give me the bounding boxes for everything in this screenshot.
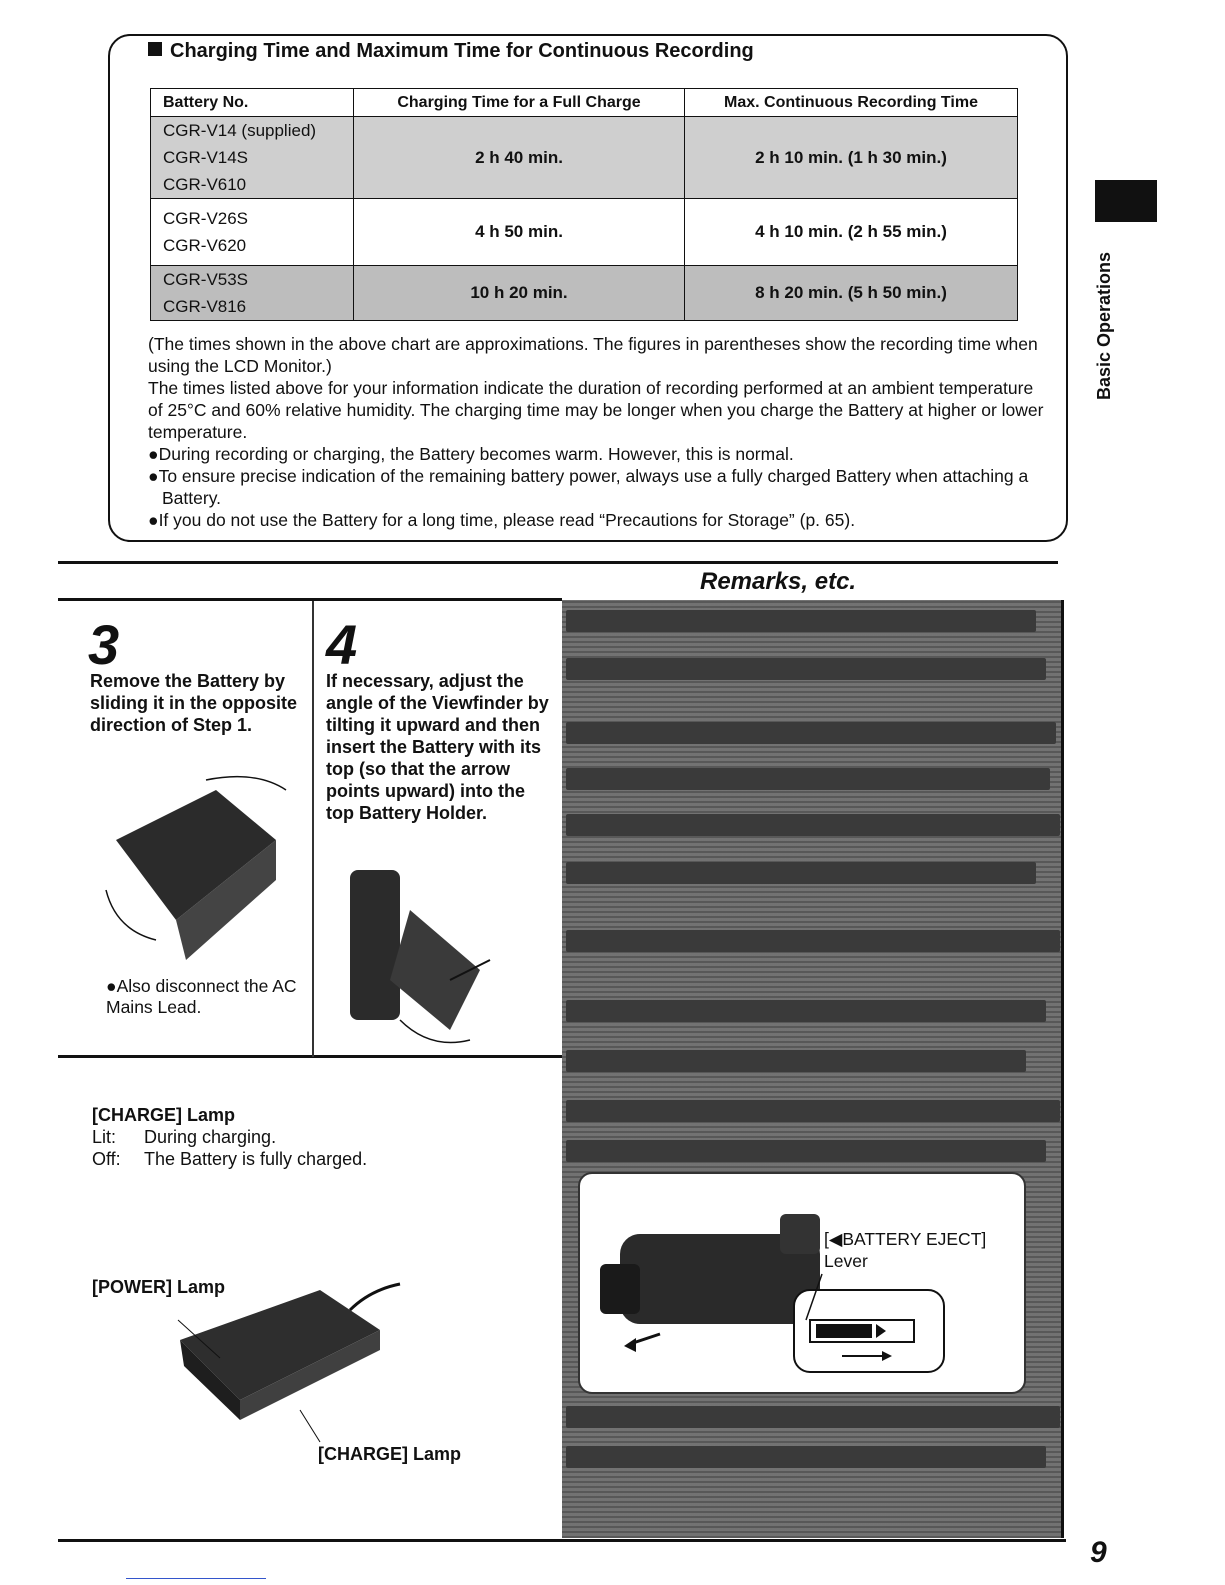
step-4-instruction: If necessary, adjust the angle of the Viewfinder by tilting it upward and then insert the Battery with its top (so that the arrow points upward) into the top Battery Holder. (326, 671, 549, 823)
section-tab-marker (1095, 180, 1157, 222)
page-number: 9 (1090, 1536, 1107, 1569)
power-lamp-label: [POWER] Lamp (92, 1277, 225, 1297)
lever-label-line: Lever (824, 1251, 868, 1271)
charge-time-cell: 10 h 20 min. (354, 266, 685, 321)
note-paragraph: (The times shown in the above chart are approximations. The figures in parentheses show the recording time when using the LCD Monitor.) (148, 334, 1038, 376)
note-bullet: ●To ensure precise indication of the remaining battery power, always use a fully charged Battery when attaching a Battery. (148, 466, 1029, 508)
step-number-3: 3 (88, 613, 120, 676)
charge-time-cell: 2 h 40 min. (354, 117, 685, 199)
side-label: Basic Operations (1094, 251, 1114, 400)
footer-link-underline (126, 1578, 266, 1579)
battery-name: CGR-V620 (163, 236, 247, 255)
obscured-text-line (566, 1050, 1026, 1072)
obscured-text-line (566, 610, 1036, 632)
charge-lamp-label: [CHARGE] Lamp (318, 1444, 461, 1464)
obscured-text-line (566, 862, 1036, 884)
charge-lamp-legend (92, 1104, 367, 1170)
header-battery: Battery No. (151, 89, 354, 117)
charge-lamp-title: [CHARGE] Lamp (92, 1105, 235, 1125)
battery-cell (151, 199, 354, 266)
obscured-text-line (566, 1100, 1060, 1122)
obscured-text-line (566, 768, 1050, 790)
camcorder-illustration (580, 1174, 1024, 1392)
lamp-state-lit (92, 1126, 367, 1148)
section-title-text: Charging Time and Maximum Time for Continuous Recording (170, 40, 754, 62)
record-time-cell: 4 h 10 min. (2 h 55 min.) (685, 199, 1018, 266)
battery-name: CGR-V816 (163, 297, 247, 316)
lamp-state-key: Lit: (92, 1127, 117, 1147)
table-header-row (151, 89, 1018, 117)
battery-eject-figure (578, 1172, 1026, 1394)
divider (58, 1055, 562, 1058)
section-title (148, 40, 754, 63)
header-recording: Max. Continuous Recording Time (685, 89, 1018, 117)
remarks-panel (562, 600, 1064, 1538)
battery-name: CGR-V610 (163, 175, 247, 194)
obscured-text-line (566, 1000, 1046, 1022)
table-row (151, 266, 1018, 321)
lever-label (824, 1228, 986, 1272)
charge-time-cell: 4 h 50 min. (354, 199, 685, 266)
battery-cell (151, 266, 354, 321)
note-bullet: ●If you do not use the Battery for a long time, please read “Precautions for Storage” (p. 65). (148, 510, 856, 530)
step-number-4: 4 (326, 613, 358, 676)
obscured-text-line (566, 658, 1046, 680)
charging-time-table (150, 88, 1018, 321)
divider (58, 598, 562, 601)
obscured-text-line (566, 1406, 1060, 1428)
battery-name: CGR-V14S (163, 148, 249, 167)
divider (58, 1539, 1066, 1542)
divider (58, 561, 1058, 564)
lever-label-line: [◀BATTERY EJECT] (824, 1229, 987, 1249)
lamp-state-value: The Battery is fully charged. (144, 1149, 368, 1169)
obscured-text-line (566, 722, 1056, 744)
square-bullet-icon (148, 42, 162, 56)
battery-name: CGR-V14 (supplied) (163, 121, 317, 140)
obscured-text-line (566, 930, 1060, 952)
battery-name: CGR-V26S (163, 209, 249, 228)
obscured-text-line (566, 814, 1060, 836)
step-3-instruction: Remove the Battery by sliding it in the opposite direction of Step 1. (90, 671, 297, 735)
obscured-text-line (566, 1446, 1046, 1468)
remarks-title: Remarks, etc. (700, 568, 857, 595)
table-row (151, 199, 1018, 266)
battery-name: CGR-V53S (163, 270, 249, 289)
charger-illustration (150, 1270, 420, 1450)
header-charging: Charging Time for a Full Charge (354, 89, 685, 117)
obscured-text-line (566, 1140, 1046, 1162)
lamp-state-value: During charging. (144, 1127, 277, 1147)
table-row (151, 117, 1018, 199)
table-notes (148, 333, 1048, 531)
record-time-cell: 8 h 20 min. (5 h 50 min.) (685, 266, 1018, 321)
step-3-note: ●Also disconnect the AC Mains Lead. (106, 976, 297, 1017)
battery-insert-illustration (330, 850, 540, 1050)
record-time-cell: 2 h 10 min. (1 h 30 min.) (685, 117, 1018, 199)
lamp-state-off (92, 1148, 367, 1170)
note-paragraph: The times listed above for your information indicate the duration of recording performed at an ambient temperature of 25°C and 60% relative humidity. The charging time may be longer when you charge the Battery at higher or lower temperature. (148, 378, 1044, 442)
battery-cell (151, 117, 354, 199)
battery-removal-illustration (96, 770, 306, 970)
lamp-state-key: Off: (92, 1149, 121, 1169)
note-bullet: ●During recording or charging, the Battery becomes warm. However, this is normal. (148, 444, 794, 464)
divider (312, 601, 314, 1057)
